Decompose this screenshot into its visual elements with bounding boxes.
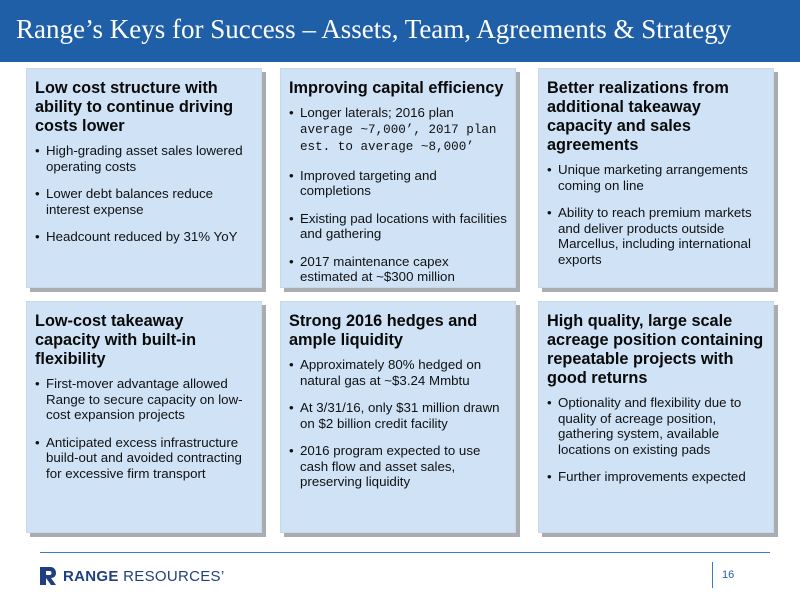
bullet-list xyxy=(539,388,773,485)
page-number-divider xyxy=(712,562,713,588)
bullet-item: • Unique marketing arrangements coming on line xyxy=(547,162,748,193)
bullet-item: • Further improvements expected xyxy=(547,469,746,484)
bullet-item: • Approximately 80% hedged on natural gas at ~$3.24 Mmbtu xyxy=(289,357,482,388)
logo-suffix: RESOURCES’ xyxy=(123,568,225,585)
box-hedges-liquidity xyxy=(280,301,516,533)
box-heading: Low cost structure with ability to continue driving costs lower xyxy=(35,79,234,135)
box-capital-efficiency xyxy=(280,68,516,288)
bullet-item: • High-grading asset sales lowered operating costs xyxy=(35,143,243,174)
page-number: 16 xyxy=(722,569,735,581)
bullet-item: • Headcount reduced by 31% YoY xyxy=(35,229,238,244)
logo-wordmark xyxy=(63,568,225,585)
bullet-list xyxy=(27,369,261,481)
bullet-list xyxy=(539,155,773,267)
bullet-item: • Ability to reach premium markets and deliver products outside Marcellus, including international exports xyxy=(547,205,752,267)
box-heading: High quality, large scale acreage position containing repeatable projects with good returns xyxy=(547,312,764,387)
slide-title: Range’s Keys for Success – Assets, Team, Agreements & Strategy xyxy=(16,14,732,44)
bullet-item: • At 3/31/16, only $31 million drawn on $2 billion credit facility xyxy=(289,400,500,431)
box-heading: Low-cost takeaway capacity with built-in flexibility xyxy=(35,312,197,368)
bullet-item: • Optionality and flexibility due to quality of acreage position, gathering system, available locations on existing pads xyxy=(547,395,742,457)
box-low-cost-takeaway xyxy=(26,301,262,533)
bullet-continuation: average ~7,000’, 2017 plan est. to average ~8,000’ xyxy=(300,122,497,154)
bullet-list xyxy=(27,136,261,245)
box-low-cost-structure xyxy=(26,68,262,288)
bullet-item: • Anticipated excess infrastructure build-out and avoided contracting for excessive firm transport xyxy=(35,434,242,481)
bullet-item: • 2017 maintenance capex estimated at ~$300 million xyxy=(289,253,455,284)
title-bar xyxy=(0,0,800,62)
bullet-item: • Longer laterals; 2016 plan average ~7,000’, 2017 plan est. to average ~8,000’ xyxy=(289,105,497,154)
box-heading: Better realizations from additional takeaway capacity and sales agreements xyxy=(547,79,729,154)
box-heading: Improving capital efficiency xyxy=(289,79,504,97)
bullet-item: • First-mover advantage allowed Range to secure capacity on low-cost expansion projects xyxy=(35,376,243,422)
bullet-item: • Improved targeting and completions xyxy=(289,167,437,198)
range-logo-icon xyxy=(38,566,58,586)
bullet-item: • Existing pad locations with facilities and gathering xyxy=(289,210,507,241)
box-acreage-position xyxy=(538,301,774,533)
footer-divider xyxy=(40,552,770,553)
box-better-realizations xyxy=(538,68,774,288)
box-heading: Strong 2016 hedges and ample liquidity xyxy=(289,312,478,349)
logo-brand: RANGE xyxy=(63,568,119,585)
bullet-item: • Lower debt balances reduce interest expense xyxy=(35,186,214,217)
bullet-list xyxy=(281,350,515,490)
bullet-list xyxy=(281,98,515,285)
bullet-item: • 2016 program expected to use cash flow and asset sales, preserving liquidity xyxy=(289,443,481,489)
